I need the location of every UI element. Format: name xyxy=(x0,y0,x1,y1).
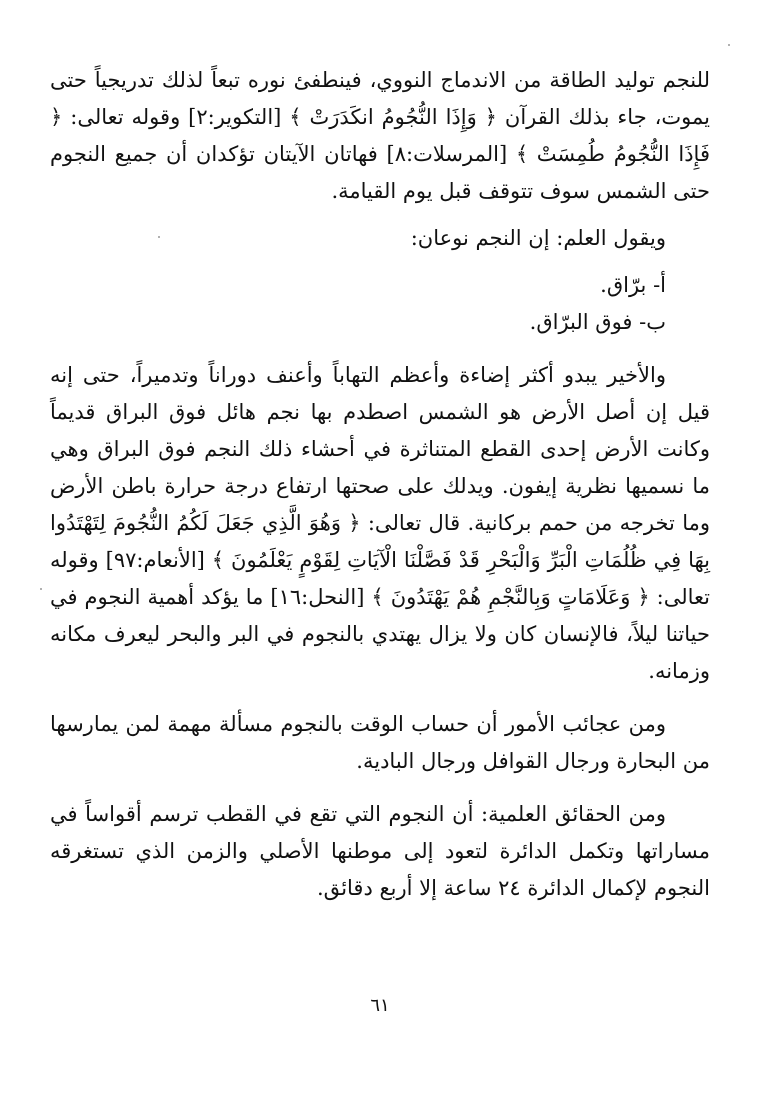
paragraph-polar-stars: ومن الحقائق العلمية: أن النجوم التي تقع في القطب ترسم أقواساً في مساراتها وتكمل الدائرة لتعود إلى موطنها الأصلي والزمن الذي تستغرقه النجوم لإكمال الدائرة ٢٤ ساعة إلا أربع دقائق. xyxy=(50,802,710,900)
scan-speck xyxy=(40,588,42,590)
paragraph-time-by-stars: ومن عجائب الأمور أن حساب الوقت بالنجوم مسألة مهمة لمن يمارسها من البحارة ورجال القوافل ورجال البادية. xyxy=(50,712,710,773)
page-body xyxy=(50,62,710,907)
list-item-a: أ- برّاق. xyxy=(600,273,666,297)
paragraph-star-types-intro: ويقول العلم: إن النجم نوعان: xyxy=(410,226,666,250)
scan-speck xyxy=(158,236,160,238)
paragraph-earth-origin: والأخير يبدو أكثر إضاءة وأعظم التهاباً وأعنف دوراناً وتدميراً، حتى إنه قيل إن أصل الأرض هو الشمس اصطدم بها نجم هائل فوق البراق قديماً وكانت الأرض إحدى القطع المتناثرة في أحشاء ذلك النجم فوق البراق وهي ما نسميها نظرية إيفون. ويدلك على صحتها ارتفاع درجة حرارة باطن الأرض وما تخرجه من حمم بركانية. قال تعالى: ﴿ وَهُوَ الَّذِي جَعَلَ لَكُمُ النُّجُومَ لِتَهْتَدُوا بِهَا فِي ظُلُمَاتِ الْبَرِّ وَالْبَحْرِ قَدْ فَصَّلْنَا الْآيَاتِ لِقَوْمٍ يَعْلَمُونَ ﴾ [الأنعام:٩٧] وقوله تعالى: ﴿ وَعَلَامَاتٍ وَبِالنَّجْمِ هُمْ يَهْتَدُونَ ﴾ [النحل:١٦] ما يؤكد أهمية النجوم في حياتنا ليلاً، فالإنسان كان ولا يزال يهتدي بالنجوم في البر والبحر ليعرف مكانه وزمانه. xyxy=(50,363,710,683)
list-item-b: ب- فوق البرّاق. xyxy=(529,310,666,334)
page-number: ٦١ xyxy=(370,995,390,1016)
scan-speck xyxy=(728,44,730,46)
paragraph-star-death: للنجم توليد الطاقة من الاندماج النووي، فينطفئ نوره تبعاً لذلك تدريجياً حتى يموت، جاء بذلك القرآن ﴿ وَإِذَا النُّجُومُ انكَدَرَتْ ﴾ [التكوير:٢] وقوله تعالى: ﴿ فَإِذَا النُّجُومُ طُمِسَتْ ﴾ [المرسلات:٨] فهاتان الآيتان تؤكدان أن جميع النجوم حتى الشمس سوف تتوقف قبل يوم القيامة. xyxy=(50,68,710,203)
star-types-list xyxy=(50,267,710,341)
